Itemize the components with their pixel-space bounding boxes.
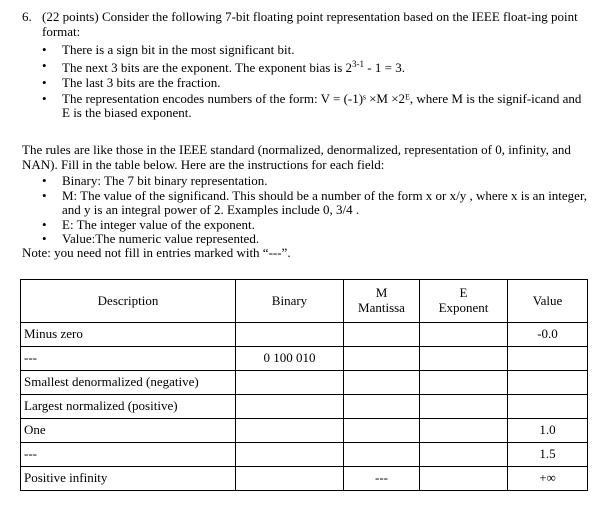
cell-exponent[interactable] [420,347,508,371]
list-item [42,75,592,91]
cell-value: +∞ [508,467,588,491]
cell-value: -0.0 [508,323,588,347]
question-number: 6. [22,9,32,24]
cell-mantissa: --- [344,467,420,491]
bullet-icon: • [42,216,47,232]
cell-mantissa[interactable] [344,371,420,395]
bullet-icon: • [42,187,47,203]
cell-binary: 0 100 010 [236,347,344,371]
bias-tail: - 1 = 3. [364,59,405,75]
cell-mantissa[interactable] [344,419,420,443]
cell-binary[interactable] [236,419,344,443]
list-item [42,57,592,76]
list-item [42,173,592,189]
answer-table [20,279,588,491]
table-row [21,323,588,347]
note-text: Note: you need not fill in entries marked with “---”. [22,245,291,260]
list-item [42,216,592,233]
bias-base: 2 [345,59,353,75]
cell-exponent[interactable] [420,395,508,419]
header-binary: Binary [236,280,344,323]
cell-binary[interactable] [236,467,344,491]
instructions-bullet-list [42,173,592,247]
cell-value: 1.5 [508,443,588,467]
bullet-text: The last 3 bits are the fraction. [62,75,221,91]
cell-binary[interactable] [236,395,344,419]
bias-exponent: 3-1 [352,58,365,69]
cell-value[interactable] [508,347,588,371]
table-row [21,419,588,443]
header-mantissa-short: M [375,285,388,301]
bullet-icon: • [42,42,47,57]
header-description: Description [21,280,236,323]
cell-binary[interactable] [236,323,344,347]
cell-mantissa[interactable] [344,395,420,419]
instruction-text: M: The value of the significand. This should be a number of the form x or x/y , where x is an integer, and y is an integral power of 2. Examples include 0, 3/4 . [62,187,588,218]
bullet-icon: • [42,90,47,106]
instruction-text: Value:The numeric value represented. [62,231,260,247]
cell-mantissa[interactable] [344,323,420,347]
rules-paragraph: The rules are like those in the IEEE standard (normalized, denormalized, representation of 0, infinity, and NAN). Fill in the table below. Here are the instructions for each field: [22,142,571,172]
cell-value: 1.0 [508,419,588,443]
cell-exponent[interactable] [420,371,508,395]
header-mantissa [344,280,420,323]
format-bullet-list [42,42,592,122]
cell-mantissa[interactable] [344,443,420,467]
bullet-text: The representation encodes numbers of the form: V = (-1)ˢ ×M ×2ᴱ, where M is the signif-icand and E is the biased exponent. [62,90,582,121]
cell-exponent[interactable] [420,467,508,491]
cell-value[interactable] [508,371,588,395]
bullet-text: There is a sign bit in the most significant bit. [62,42,295,57]
cell-binary[interactable] [236,371,344,395]
cell-description: One [21,419,236,443]
table-row [21,371,588,395]
cell-description: Smallest denormalized (negative) [21,371,236,395]
question-header [22,10,602,39]
cell-description: --- [21,443,236,467]
table-row [21,467,588,491]
header-exponent-long: Exponent [438,300,489,315]
list-item [42,187,592,218]
list-item [42,90,592,121]
header-exponent-short: E [459,285,468,301]
cell-exponent[interactable] [420,323,508,347]
bullet-text: The next 3 bits are the exponent. The exponent bias is [62,59,346,75]
cell-description: --- [21,347,236,371]
table-row [21,395,588,419]
header-value: Value [508,280,588,323]
list-item [42,42,592,58]
table-row [21,443,588,467]
instruction-text: E: The integer value of the exponent. [62,216,255,232]
bullet-icon: • [42,231,47,247]
instruction-text: Binary: The 7 bit binary representation. [62,173,268,188]
table-row [21,347,588,371]
cell-description: Positive infinity [21,467,236,491]
cell-mantissa[interactable] [344,347,420,371]
header-exponent [420,280,508,323]
cell-binary[interactable] [236,443,344,467]
cell-description: Minus zero [21,323,236,347]
cell-description: Largest normalized (positive) [21,395,236,419]
bullet-icon: • [42,57,47,73]
bullet-icon: • [42,75,47,91]
table-header-row [21,280,588,323]
header-mantissa-long: Mantissa [358,300,405,315]
cell-value[interactable] [508,395,588,419]
cell-exponent[interactable] [420,419,508,443]
question-intro: (22 points) Consider the following 7-bit floating point representation based on the IEEE float-ing point format: [42,9,578,39]
bullet-icon: • [42,173,47,188]
cell-exponent[interactable] [420,443,508,467]
